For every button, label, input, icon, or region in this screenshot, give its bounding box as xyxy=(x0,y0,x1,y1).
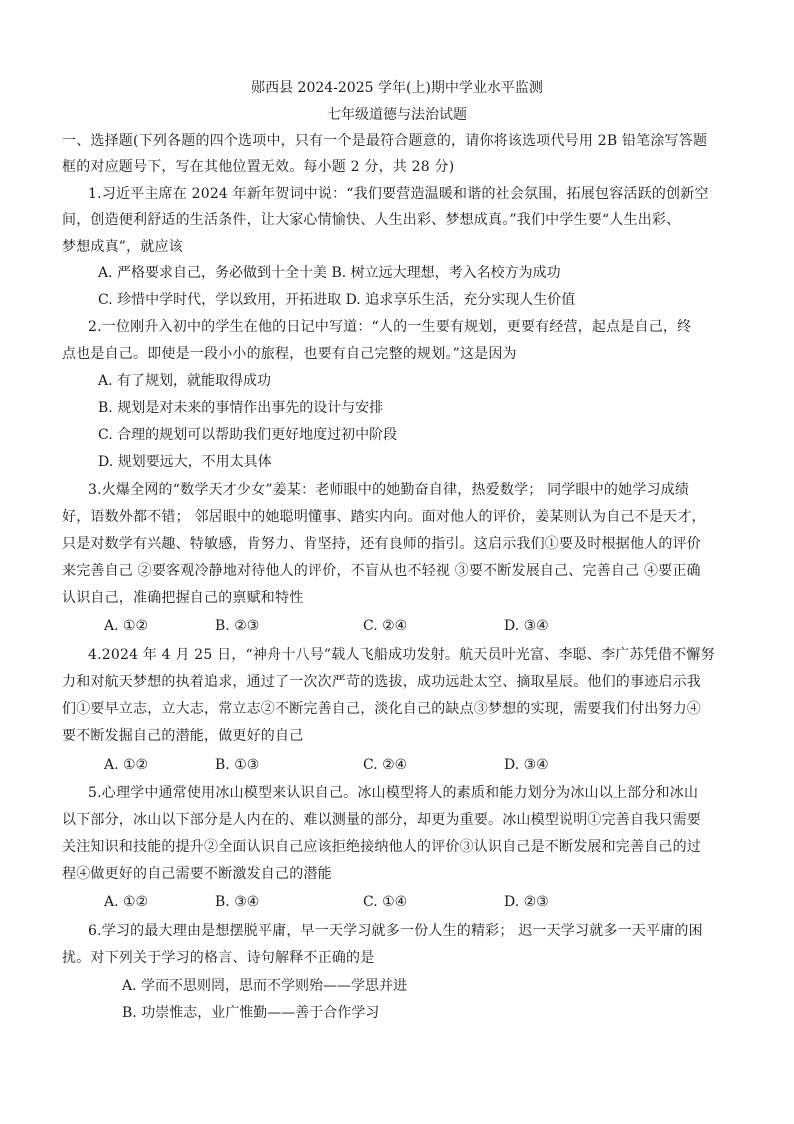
question-3-option-a: A. ①② xyxy=(104,618,149,634)
question-2-option-a: A. 有了规划，就能取得成功 xyxy=(98,373,272,389)
question-2-option-b: B. 规划是对未来的事情作出事先的设计与安排 xyxy=(98,400,384,416)
question-3-option-c: C. ②④ xyxy=(363,618,408,634)
question-5-option-a: A. ①② xyxy=(104,894,149,910)
question-2-option-c: C. 合理的规划可以帮助我们更好地度过初中阶段 xyxy=(98,427,398,443)
question-3-text: 来完善自己 ②要客观冷静地对待他人的评价，不盲从也不轻视 ③要不断发展自己、完善自己 ④要正确 xyxy=(62,563,701,579)
question-4-option-a: A. ①② xyxy=(104,757,149,773)
question-5-text: 5.心理学中通常使用冰山模型来认识自己。冰山模型将人的素质和能力划分为冰山以上部分和冰山 xyxy=(88,785,699,801)
question-4-text: 4.2024 年 4 月 25 日，“神舟十八号”载人飞船成功发射。航天员叶光富、李聪、李广苏凭借不懈努 xyxy=(88,647,715,663)
exam-title: 郧西县 2024-2025 学年(上)期中学业水平监测 xyxy=(251,80,543,96)
question-2-option-d: D. 规划要远大，不用太具体 xyxy=(98,454,272,470)
exam-subtitle: 七年级道德与法治试题 xyxy=(327,107,467,123)
question-6-option-b: B. 功崇惟志，业广惟勤——善于合作学习 xyxy=(122,1005,380,1021)
question-5-text: 关注知识和技能的提升②全面认识自己应该拒绝接纳他人的评价③认识自己是不断发展和完善自己的过 xyxy=(62,839,701,855)
question-2-text: 2.一位刚升入初中的学生在他的日记中写道：“人的一生要有规划，更要有经营，起点是自己，终 xyxy=(88,319,692,335)
question-6-text: 6.学习的最大理由是想摆脱平庸，早一天学习就多一份人生的精彩； 迟一天学习就多一天平庸的困 xyxy=(88,923,703,939)
question-4-option-d: D. ③④ xyxy=(504,757,549,773)
section-instruction-line: 框的对应题号下，写在其他位置无效。每小题 2 分，共 28 分) xyxy=(62,159,455,175)
question-4-text: 们①要早立志，立大志，常立志②不断完善自己，淡化自己的缺点③梦想的实现，需要我们付出努力④ xyxy=(62,701,701,717)
section-instruction-line: 一、选择题(下列各题的四个选项中，只有一个是最符合题意的，请你将该选项代号用 2B 铅笔涂写答题 xyxy=(62,133,708,149)
question-4-option-b: B. ①③ xyxy=(215,757,260,773)
question-6-text: 扰。对下列关于学习的格言、诗句解释不正确的是 xyxy=(62,950,375,966)
question-5-text: 以下部分，冰山以下部分是人内在的、难以测量的部分，却更为重要。冰山模型说明①完善自我只需要 xyxy=(62,812,701,828)
question-1-options-ab: A. 严格要求自己，务必做到十全十美 B. 树立远大理想，考入名校方为成功 xyxy=(98,265,561,281)
question-3-text: 只是对数学有兴趣、特敏感，肯努力、肯坚持，还有良师的指引。这启示我们①要及时根据他人的评价 xyxy=(62,536,701,552)
question-3-text: 认识自己，准确把握自己的禀赋和特性 xyxy=(62,590,304,606)
question-6-option-a: A. 学而不思则罔，思而不学则殆——学思并进 xyxy=(122,978,408,994)
question-5-option-c: C. ①④ xyxy=(363,894,408,910)
question-5-text: 程④做更好的自己需要不断激发自己的潜能 xyxy=(62,866,332,882)
question-1-options-cd: C. 珍惜中学时代，学以致用，开拓进取 D. 追求享乐生活，充分实现人生价值 xyxy=(98,292,576,308)
question-3-option-b: B. ②③ xyxy=(215,618,260,634)
question-3-text: 好，语数外都不错； 邻居眼中的她聪明懂事、踏实内向。面对他人的评价，姜某则认为自己不是天才， xyxy=(62,509,706,525)
question-5-option-b: B. ③④ xyxy=(215,894,260,910)
question-4-text: 力和对航天梦想的执着追求，通过了一次次严苛的选拔，成功远赴太空、摘取星辰。他们的事迹启示我 xyxy=(62,674,701,690)
question-4-text: 要不断发掘自己的潜能，做更好的自己 xyxy=(62,728,304,744)
question-3-option-d: D. ③④ xyxy=(504,618,549,634)
question-1-text: 梦想成真”，就应该 xyxy=(62,239,183,255)
question-3-text: 3.火爆全网的“数学天才少女”姜某：老师眼中的她勤奋自律，热爱数学； 同学眼中的她学习成绩 xyxy=(88,482,690,498)
question-2-text: 点也是自己。即使是一段小小的旅程，也要有自己完整的规划。”这是因为 xyxy=(62,346,517,362)
question-1-text: 间，创造便利舒适的生活条件，让大家心情愉快、人生出彩、梦想成真。”我们中学生要“人生出彩、 xyxy=(62,212,681,228)
question-1-text: 1.习近平主席在 2024 年新年贺词中说：“我们要营造温暖和谐的社会氛围，拓展包容活跃的创新空 xyxy=(88,186,709,202)
question-5-option-d: D. ②③ xyxy=(504,894,549,910)
question-4-option-c: C. ②④ xyxy=(363,757,408,773)
